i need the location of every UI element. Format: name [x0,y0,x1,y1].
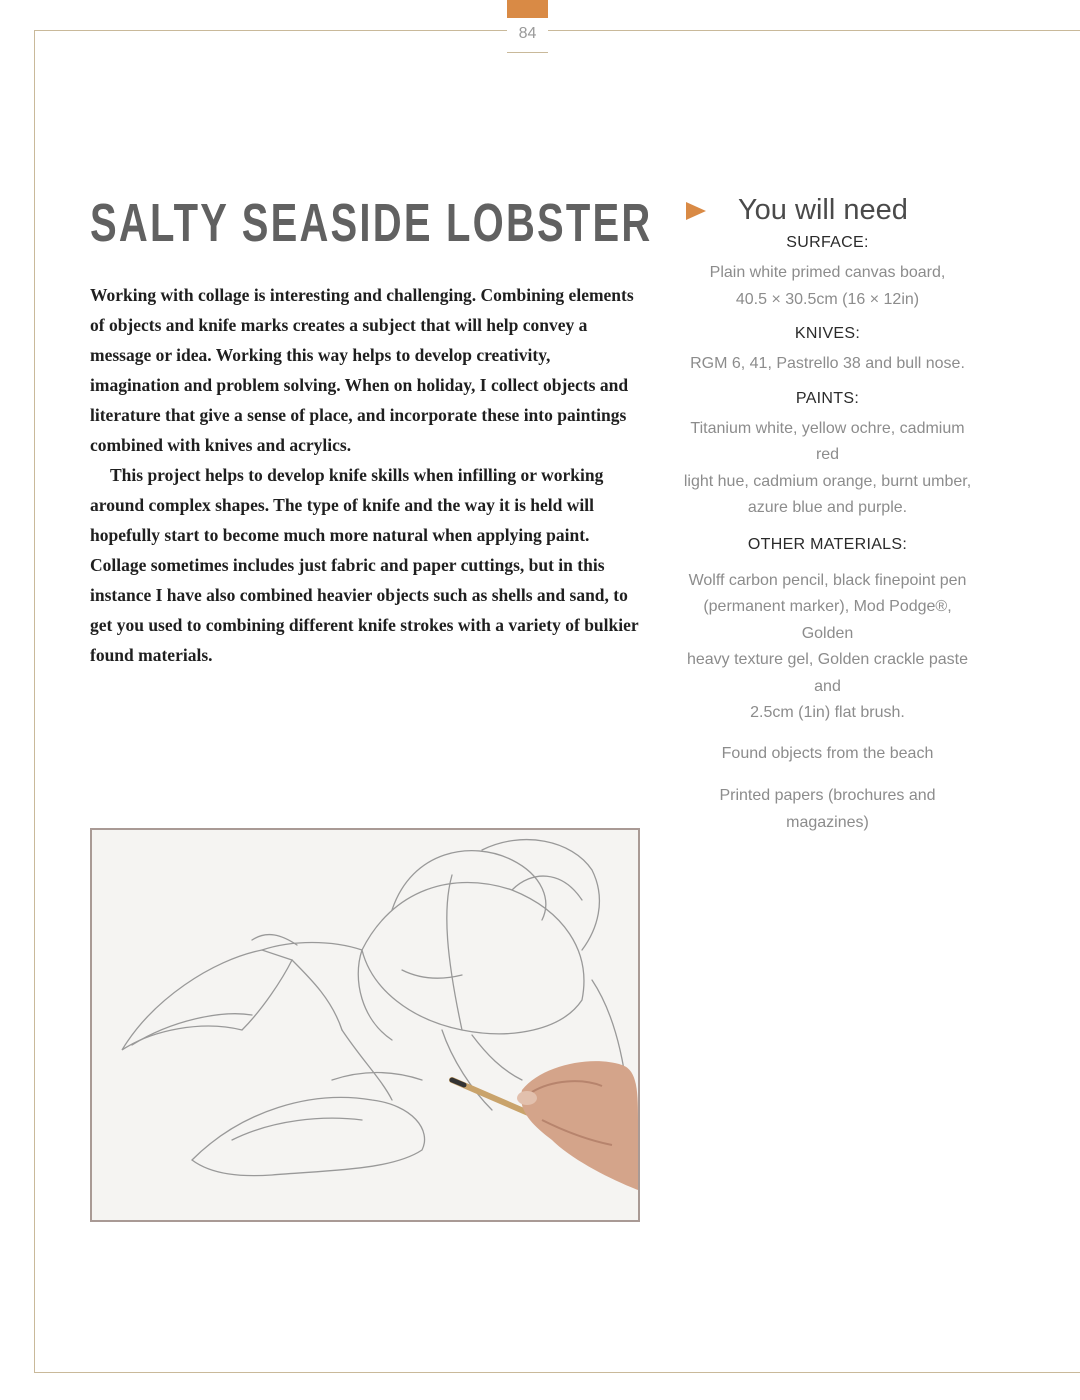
page-tab-accent [507,0,548,18]
other-line: (permanent marker), Mod Podge®, Golden [703,598,952,642]
other-line: 2.5cm (1in) flat brush. [750,704,905,721]
other-line: Found objects from the beach [721,744,934,762]
lobster-sketch-photo [90,828,640,1222]
other-line: Wolff carbon pencil, black finepoint pen [688,571,967,589]
frame-rule-left [34,30,35,1372]
intro-paragraph-1: Working with collage is interesting and challenging. Combining elements of objects and knife marks creates a subject that will help convey a message or idea. Working this way helps to develop creativity, imagination and problem solving. When on holiday, I collect objects and literature that give a sense of place, and incorporate these into paintings combined with knives and acrylics. [90,285,634,455]
other-line: Printed papers (brochures and magazines) [719,787,936,831]
knives-text [680,351,975,378]
page-title: SALTY SEASIDE LOBSTER [90,193,653,253]
frame-rule-top [34,30,507,31]
materials-panel [680,192,975,836]
intro-text [90,280,642,670]
surface-line: Plain white primed canvas board, [709,264,946,281]
intro-paragraph-2: This project helps to develop knife skills when infilling or working around complex shapes. The type of knife and the way it is held will hopefully start to become much more natural when applying paint. Collage sometimes includes just fabric and paper cuttings, but in this instance I have also combined heavier objects such as shells and sand, to get you used to combining different knife strokes with a variety of bulkier found materials. [90,465,639,665]
paints-line: Titanium white, yellow ochre, cadmium red [690,419,965,463]
frame-rule-top-right [548,30,1080,31]
paints-label: PAINTS: [795,389,860,407]
other-materials-label: OTHER MATERIALS: [747,535,908,553]
surface-label: SURFACE: [786,234,869,251]
surface-text [680,260,975,313]
materials-title: You will need [738,194,908,226]
knives-label: KNIVES: [794,325,861,342]
page-number: 84 [518,25,537,42]
surface-line: 40.5 × 30.5cm (16 × 12in) [735,290,920,308]
other-line: heavy texture gel, Golden crackle paste and [686,651,969,695]
frame-rule-bottom [34,1372,1080,1373]
paints-line: azure blue and purple. [747,499,908,516]
pencil-sketch-illustration [92,830,638,1220]
paints-text [680,416,975,522]
materials-header [680,192,975,234]
knives-line: RGM 6, 41, Pastrello 38 and bull nose. [690,355,965,372]
page-number-rule [507,52,548,53]
triangle-arrow-icon [686,202,706,220]
other-materials-text [680,568,975,837]
paints-line: light hue, cadmium orange, burnt umber, [683,472,972,490]
